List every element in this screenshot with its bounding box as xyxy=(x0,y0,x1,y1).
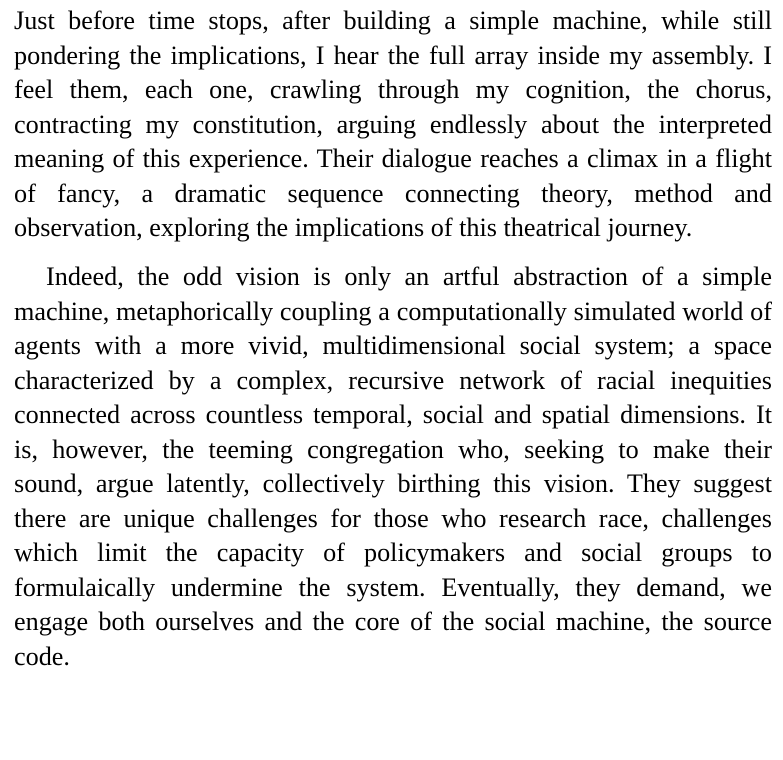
document-body xyxy=(14,4,772,674)
paragraph-2: Indeed, the odd vision is only an artful abstraction of a simple machine, metaphorically coupling a computationally simulated world of agents with a more vivid, multidimensional social system; a space characterized by a complex, recursive network of racial inequities connected across countless temporal, social and spatial dimensions. It is, however, the teeming congregation who, seeking to make their sound, argue latently, collectively birthing this vision. They suggest there are unique challenges for those who research race, challenges which limit the capacity of policymakers and social groups to formulaically undermine the system. Eventually, they demand, we engage both ourselves and the core of the social machine, the source code. xyxy=(14,262,772,671)
paragraph-1: Just before time stops, after building a simple machine, while still pondering the implications, I hear the full array inside my assembly. I feel them, each one, crawling through my cognition, the chorus, contracting my constitution, arguing endlessly about the interpreted meaning of this experience. Their dialogue reaches a climax in a flight of fancy, a dramatic sequence connecting theory, method and observation, exploring the implications of this theatrical journey. xyxy=(14,6,772,242)
